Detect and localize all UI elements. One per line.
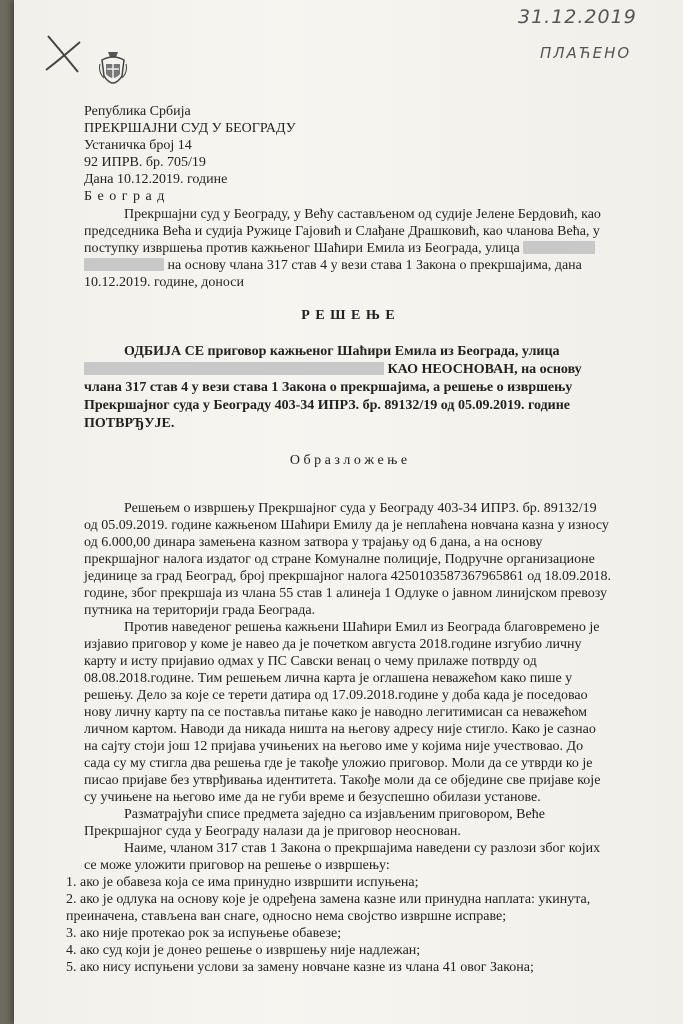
- intro-line-2: председника Већа и судија Ружице Гајовић и Слађане Драшковић, као чланова Већа, у: [84, 224, 600, 239]
- reasoning-line: путника на територији града Београда.: [84, 603, 316, 618]
- ruling-line-2: КАО НЕОСНОВАН, на основу: [84, 361, 582, 378]
- header-country: Република Србија: [84, 104, 191, 119]
- reasoning-line: од 6.000,00 динара замењена казном затвора у трајању од 6 дана, а на основу: [84, 535, 543, 550]
- intro-line-1: Прекршајни суд у Београду, у Већу састављеном од судије Јелене Бердовић, као: [124, 207, 601, 222]
- intro-line-5: 10.12.2019. године, доноси: [84, 275, 244, 290]
- redacted-address: [84, 362, 384, 375]
- reasoning-line: сада су му стигла два решења где је такође уложио приговор. Моли да се утврди ко је: [84, 756, 593, 771]
- header-court: ПРЕКРШАЈНИ СУД У БЕОГРАДУ: [84, 121, 296, 136]
- list-item: 5. ако нису испуњени услови за замену новчане казне из члана 41 овог Закона;: [66, 960, 534, 975]
- list-item: 3. ако није протекао рок за испуњење обавезе;: [66, 926, 342, 941]
- reasoning-line: се може уложити приговор на решење о извршењу:: [84, 858, 390, 873]
- ruling-line-4: Прекршајног суда у Београду 403-34 ИПРЗ. бр. 89132/19 од 05.09.2019. године: [84, 398, 571, 413]
- list-item: 2. ако је одлука на основу које је одређена замена казне или принудна наплата: укинута,: [66, 892, 591, 907]
- decision-title: Р Е Ш Е Њ Е: [301, 308, 396, 323]
- reasoning-line: Прекршајног суда у Београду налази да је приговор неоснован.: [84, 824, 461, 839]
- intro-line-3: поступку извршења против кажњеног Шаћири Емила из Београда, улица: [84, 240, 595, 257]
- reasoning-line: карту и исту пријавио одмах у ПС Савски венац о чему прилаже потврду од: [84, 654, 537, 669]
- reasoning-line: личном картом. Наводи да никада ништа на његову адресу није стигло. Како је сазнао: [84, 722, 596, 737]
- reasoning-line: 08.08.2018.године. Тим решењем лична карта је оглашена неважећом како пише у: [84, 671, 573, 686]
- redacted-address: [523, 241, 595, 254]
- header-date: Дана 10.12.2019. године: [84, 172, 228, 187]
- reasoning-line: писао пријаве без утврђивања идентитета. Такође моли да се обједине све пријаве које: [84, 773, 601, 788]
- reasoning-line: решењу. Дело за које се терети датира од 17.09.2018.године у доба када је поседовао: [84, 688, 588, 703]
- header-address: Устаничка број 14: [84, 138, 192, 153]
- handwritten-cross-mark: [40, 30, 84, 78]
- list-item: 1. ако је обавеза која се има принудно извршити испуњена;: [66, 875, 419, 890]
- handwritten-date: 31.12.2019: [518, 6, 637, 28]
- reasoning-line: нову личну карту па се поставља питање како је наводно легитимисан са неважећом: [84, 705, 588, 720]
- reasoning-line: су учињене на његово име да не губи време и безуспешно обилази установе.: [84, 790, 541, 805]
- reasoning-line: године, због прекршаја из члана 55 став 1 алинеја 1 Одлуке о јавном линијском превозу: [84, 586, 607, 601]
- document-page: [14, 0, 683, 1024]
- header-city: Б е о г р а д: [84, 189, 166, 204]
- reasoning-line: Наиме, чланом 317 став 1 Закона о прекршајима наведени су разлози због којих: [124, 841, 601, 856]
- reasoning-line: од 05.09.2019. године кажњеном Шаћири Емилу да је неплаћена новчана казна у износу: [84, 518, 609, 533]
- reasoning-line: јединице за град Београд, број прекршајног налога 4250103587367965861 од 18.09.2018.: [84, 569, 612, 584]
- redacted-address: [84, 258, 164, 271]
- reasoning-line: прекршајног налога издатог од стране Комуналне полиције, Подручне организационе: [84, 552, 595, 567]
- header-case-number: 92 ИПРВ. бр. 705/19: [84, 155, 206, 170]
- intro-line-4: на основу члана 317 став 4 у вези става 1 Закона о прекршајима, дана: [84, 257, 582, 274]
- list-item: преиначена, стављена ван снаге, односно нема својство извршне исправе;: [66, 909, 507, 924]
- reasoning-title: О б р а з л о ж е њ е: [289, 453, 408, 468]
- list-item: 4. ако суд који је донео решење о извршењу није надлежан;: [66, 943, 421, 958]
- ruling-line-1: ОДБИЈА СЕ приговор кажњеног Шаћири Емила из Београда, улица: [124, 344, 560, 359]
- reasoning-line: Разматрајући списе предмета заједно са изјављеним приговором, Веће: [124, 807, 545, 822]
- handwritten-paid-note: ПЛАЋЕНО: [540, 44, 632, 62]
- ruling-line-3: члана 317 став 4 у вези става 1 Закона о прекршајима, а решење о извршењу: [84, 380, 573, 395]
- ruling-line-5: ПОТВРЂУЈЕ.: [84, 416, 175, 431]
- reasoning-line: на сајту стоји још 12 пријава учињених на његово име у којима није учествовао. До: [84, 739, 584, 754]
- reasoning-line: Решењем о извршењу Прекршајног суда у Београду 403-34 ИПРЗ. бр. 89132/19: [124, 501, 597, 516]
- reasoning-line: изјавио приговор у коме је навео да је почетком августа 2018.године изгубио личну: [84, 637, 582, 652]
- coat-of-arms-icon: [98, 50, 128, 92]
- reasoning-line: Против наведеног решења кажњени Шаћири Емил из Београда благовремено је: [124, 620, 600, 635]
